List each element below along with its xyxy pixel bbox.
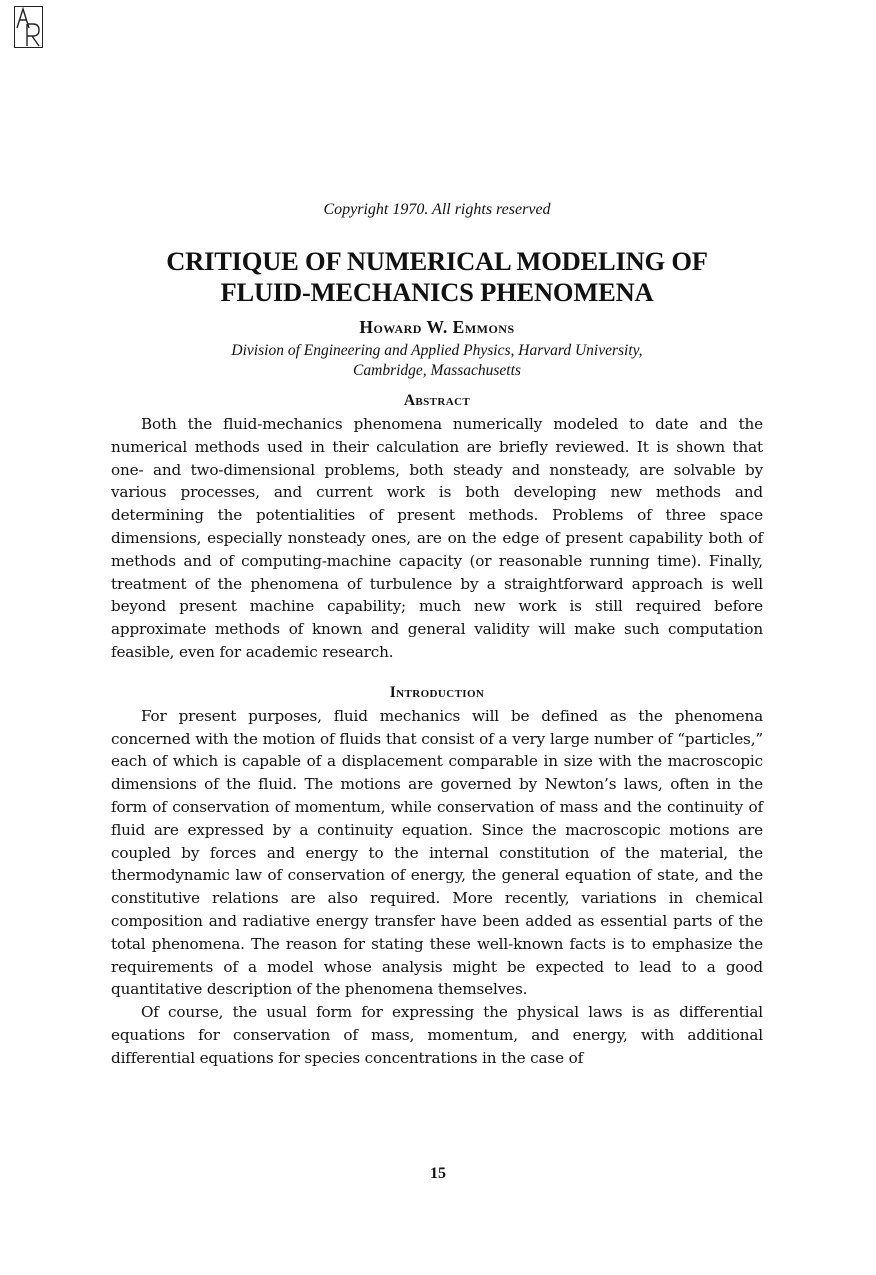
ar-monogram-icon (14, 6, 43, 48)
introduction-heading: Introduction (389, 683, 485, 701)
abstract-text: Both the fluid-mechanics phenomena numerically modeled to date and the numerical methods used in their calculation are briefly reviewed. It is shown that one- and two-dimensional problems, both steady and nonsteady, are solvable by various processes, and current work is both developing new methods and determining the potentialities of present methods. Problems of three space dimensions, especially nonsteady ones, are on the edge of present capability both of methods and of computing-machine capacity (or reasonable running time). Finally, treatment of the phenomena of turbulence by a straightforward approach is well beyond present machine capability; much new work is still required before approximate methods of known and general validity will make such computation feasible, even for academic research. (111, 415, 763, 661)
article-title (111, 246, 763, 308)
affiliation-line-1: Division of Engineering and Applied Physics, Harvard University, (231, 342, 643, 359)
introduction-paragraph-2: Of course, the usual form for expressing the physical laws is as differential equations for conservation of mass, momentum, and energy, with additional differential equations for species concentrations in the case of (111, 1003, 763, 1067)
page-number: 15 (430, 1165, 446, 1182)
introduction-paragraph-1: For present purposes, fluid mechanics will be defined as the phenomena concerned with the motion of fluids that consist of a very large number of “particles,” each of which is capable of a displacement comparable in size with the macroscopic dimensions of the fluid. The motions are governed by Newton’s laws, often in the form of conservation of momentum, while conservation of mass and the continuity of fluid are expressed by a continuity equation. Since the macroscopic motions are coupled by forces and energy to the internal constitution of the material, the thermodynamic law of conservation of energy, the general equation of state, and the constitutive relations are also required. More recently, variations in chemical composition and radiative energy transfer have been added as essential parts of the total phenomena. The reason for stating these well-known facts is to emphasize the requirements of a model whose analysis might be expected to lead to a good quantitative description of the phenomena themselves. (111, 706, 763, 999)
author-affiliation (111, 341, 763, 381)
affiliation-line-2: Cambridge, Massachusetts (353, 362, 521, 379)
copyright-notice: Copyright 1970. All rights reserved (323, 201, 551, 218)
author-name: Howard W. Emmons (359, 317, 515, 337)
abstract-heading: Abstract (403, 392, 471, 409)
article-title-line-2: FLUID-MECHANICS PHENOMENA (220, 277, 654, 307)
article-page (111, 198, 763, 1070)
article-title-line-1: CRITIQUE OF NUMERICAL MODELING OF (166, 246, 708, 276)
